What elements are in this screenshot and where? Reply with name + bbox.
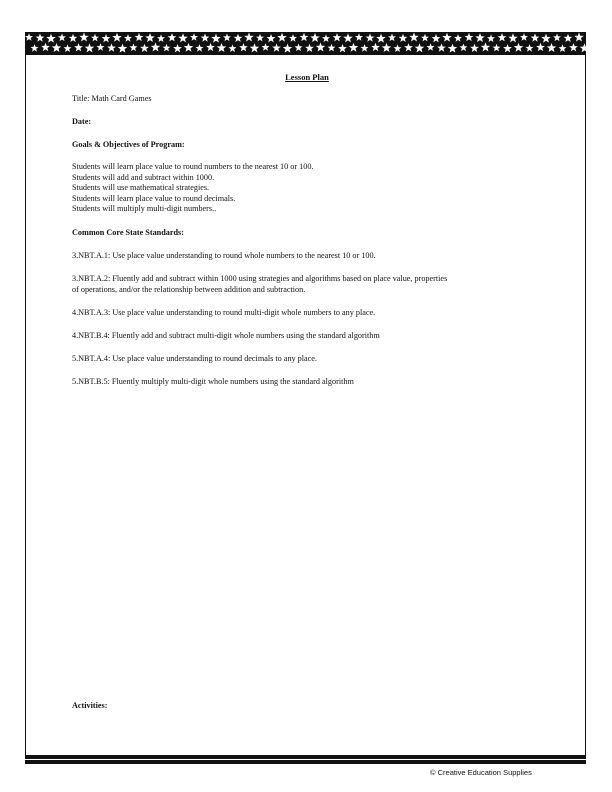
star-icon [163,44,171,52]
objectives-list [72,162,542,215]
star-icon [437,43,446,51]
star-icon [107,43,116,51]
star-icon [388,34,396,42]
goals-heading: Goals & Objectives of Program: [72,140,185,149]
star-icon [190,33,198,41]
star-icon [112,33,122,42]
star-icon [239,43,248,51]
standard-text-continued: of operations, and/or the relationship between addition and subtraction. [72,284,306,294]
star-icon [520,33,528,41]
star-icon [487,34,495,42]
star-icon [250,43,260,52]
star-icon [46,34,56,43]
star-icon [394,44,402,52]
standard-text: 4.NBT.B.4: Fluently add and subtract multi-digit whole numbers using the standard algorithm [72,330,380,340]
lesson-plan-content [72,72,542,399]
star-icon [421,34,429,42]
star-icon [322,34,330,42]
standard-text: 3.NBT.A.2: Fluently add and subtract within 1000 using strategies and algorithms based on place value, properties [72,273,448,283]
star-icon [130,44,138,52]
star-icon [168,33,177,41]
star-icon [157,34,165,42]
star-icon [140,44,149,52]
objective-item: Students will use mathematical strategies. [72,183,210,192]
star-border-banner [25,32,586,55]
copyright-text: © Creative Education Supplies [430,768,532,777]
standard-text: 3.NBT.A.1: Use place value understanding to round whole numbers to the nearest 10 or 100. [72,250,376,260]
star-icon [399,34,408,42]
star-icon [503,44,512,52]
star-icon [52,43,62,52]
star-icon [201,33,210,41]
star-icon [470,44,479,52]
star-icon [361,44,369,52]
star-icon [316,42,326,51]
star-icon [448,44,458,53]
star-icon [272,43,281,51]
star-icon-row [25,32,586,55]
star-icon [559,44,567,52]
star-icon [118,44,128,53]
star-icon [553,34,561,42]
star-icon [151,42,161,51]
activities-label: Activities: [72,701,108,711]
star-icon [69,34,78,42]
date-label: Date: [72,117,92,126]
star-icon [564,34,573,42]
standards-heading: Common Core State Standards: [72,227,184,237]
star-icon [465,33,474,41]
star-icon [493,44,501,52]
standard-text: 5.NBT.B.5: Fluently multiply multi-digit whole numbers using the standard algorithm [72,376,354,386]
star-icon [289,34,297,42]
star-icon [145,33,155,42]
star-icon [475,33,485,42]
star-icon [460,44,468,52]
star-icon [569,43,578,51]
standard-item [72,376,542,387]
lesson-title: Title: Math Card Games [72,94,152,103]
standard-item [72,307,542,318]
star-icon [196,44,204,52]
star-icon [300,33,309,41]
star-icon [295,44,303,52]
star-icon [328,44,336,52]
standard-text: 4.NBT.A.3: Use place value understanding to round multi-digit whole numbers to any place. [72,307,376,317]
star-icon [305,44,314,52]
star-icon [85,43,95,52]
star-icon [79,32,89,41]
star-icon [338,44,347,52]
star-icon [31,44,39,52]
star-icon [432,34,441,42]
star-icon [262,43,270,51]
star-icon [217,43,227,52]
star-icon [547,43,557,52]
star-icon [277,33,287,42]
standard-text: 5.NBT.A.4: Use place value understanding to round decimals to any place. [72,353,317,363]
standard-item [72,273,542,295]
star-icon [508,33,518,42]
star-icon [267,34,276,42]
star-icon [234,34,243,42]
standards-list [72,250,542,387]
bottom-bar-line [25,759,586,760]
star-icon [36,33,45,41]
star-icon [256,34,264,42]
star-icon [427,43,435,51]
star-icon [184,43,194,52]
star-icon [415,43,425,52]
star-icon [355,33,363,41]
objective-item: Students will add and subtract within 1000. [72,172,215,182]
star-icon [376,34,386,43]
standard-item [72,330,542,341]
star-icon [223,34,231,42]
star-icon [343,33,353,42]
star-icon [333,33,342,41]
star-icon [97,43,105,51]
star-icon [514,43,524,52]
star-icon [173,44,182,52]
objective-item: Students will learn place value to round decimals. [72,193,236,203]
star-icon [404,43,413,51]
star-icon [91,34,99,42]
star-icon [580,43,586,52]
star-icon [382,43,392,52]
star-icon [574,32,584,41]
star-icon [25,33,33,41]
document-heading: Lesson Plan [285,72,329,82]
star-icon [64,44,72,52]
star-icon [366,33,375,41]
objective-item: Students will multiply multi-digit numbers.. [72,204,217,213]
star-icon [371,43,380,51]
star-icon [211,34,221,43]
star-icon [531,33,540,41]
star-icon [58,34,66,42]
star-icon [442,33,452,42]
star-icon [536,43,545,51]
star-icon [178,33,188,42]
star-icon [74,43,83,51]
star-icon [526,44,534,52]
star-icon [135,33,144,41]
standard-item [72,250,542,261]
star-icon [244,32,254,41]
star-icon [541,34,551,43]
star-icon [349,43,359,52]
star-icon [481,42,491,51]
star-icon [283,44,293,53]
star-icon [310,33,320,42]
star-icon [41,43,50,51]
star-icon [206,43,215,51]
objective-item: Students will learn place value to round numbers to the nearest 10 or 100. [72,162,314,171]
star-icon [102,34,111,42]
star-icon [409,32,419,41]
star-icon [229,44,237,52]
star-icon [498,33,507,41]
standard-item [72,353,542,364]
star-icon [454,34,462,42]
star-icon [124,34,132,42]
